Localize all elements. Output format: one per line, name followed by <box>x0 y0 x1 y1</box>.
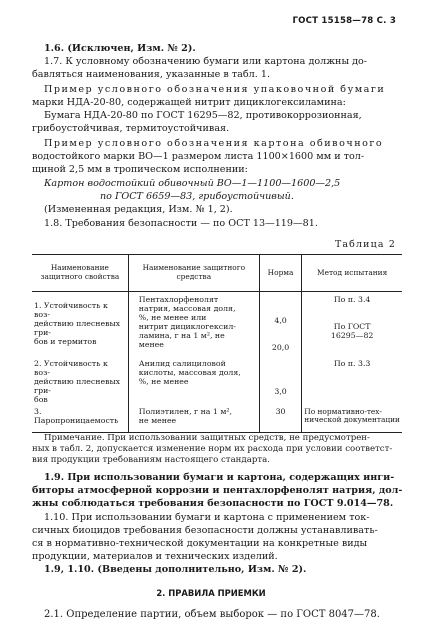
cell-text: 1. Устойчивость к воз- <box>34 301 108 319</box>
cell-text: По п. 3.4 <box>333 295 371 304</box>
cell-text: бов и термитов <box>34 336 97 346</box>
example1-line2: марки НДА-20-80, содержащей нитрит дициклогексиламина: <box>32 97 346 108</box>
cell-text: не менее <box>138 415 177 425</box>
table-note-line1: Примечание. При использовании защитных средств, не предусмотрен- <box>44 433 370 443</box>
protection-table <box>32 254 402 433</box>
clause-2-1: 2.1. Определение партии, объем выборок — по ГОСТ 8047—78. <box>44 609 380 620</box>
cell-text: 2. Устойчивость к воз- <box>34 358 108 377</box>
example2-designation-line2: по ГОСТ 6659—83, грибоустойчивый. <box>100 191 294 202</box>
cell-text: Полиэтилен, г на 1 м², <box>138 406 233 416</box>
clause-1-10-line1: 1.10. При использовании бумаги и картона с применением ток- <box>44 512 370 523</box>
cell-text: натрия, массовая доля, <box>138 303 236 313</box>
table-caption: Таблица 2 <box>334 239 396 250</box>
example1-line4: грибоустойчивая, термитоустойчивая. <box>32 123 230 134</box>
cell-text: 16295—82 <box>330 330 374 340</box>
cell-value: 30 <box>275 406 286 416</box>
example2-line3: щиной 2,5 мм в тропическом исполнении: <box>32 164 248 175</box>
cell-text: %, не менее или <box>138 312 207 322</box>
page-header: ГОСТ 15158—78 С. 3 <box>292 16 396 26</box>
clauses-added-note: 1.9, 1.10. (Введены дополнительно, Изм. № 2). <box>44 564 307 575</box>
cell-value: 3,0 <box>274 386 287 396</box>
cell-text: %, не менее <box>138 376 189 386</box>
table-header-method: Метод испытания <box>302 255 402 292</box>
clause-1-10-line4: продукции, материалов и технических изделий. <box>32 551 278 562</box>
example1-line3: Бумага НДА-20-80 по ГОСТ 16295—82, противокоррозионная, <box>44 110 362 121</box>
cell-text: менее <box>138 339 164 349</box>
cell-text: действию плесневых гри- <box>34 376 121 395</box>
table-row <box>32 292 402 354</box>
cell-text: По ГОСТ <box>333 321 371 331</box>
cell-text: Анилид салициловой <box>138 358 226 368</box>
cell-text: ламина, г на 1 м², не <box>138 330 225 340</box>
cell-text: кислоты, массовая доля, <box>138 367 241 377</box>
table-note-line3: вия продукции требованиям настоящего стандарта. <box>32 455 270 465</box>
cell-text: 3. Паропроницаемость <box>34 406 119 425</box>
cell-text: действию плесневых гри- <box>34 318 121 337</box>
cell-text: По нормативно-тех- <box>304 406 382 416</box>
table-header-agent: Наименование защитного средства <box>128 255 259 292</box>
cell-text: нитрит дициклогексил- <box>138 321 236 331</box>
clause-1-10-line2: сичных биоцидов требования безопасности должны устанавливать- <box>32 525 378 536</box>
table-row <box>32 354 402 406</box>
cell-value: 20,0 <box>271 342 290 352</box>
example2-line2: водостойкого марки ВО—1 размером листа 1100×1600 мм и тол- <box>32 151 365 162</box>
clause-1-6: 1.6. (Исключен, Изм. № 2). <box>44 43 196 54</box>
clause-1-9-line1: 1.9. При использовании бумаги и картона, содержащих инги- <box>44 472 395 483</box>
table-note-line2: ных в табл. 2, допускается изменение норм их расхода при условии соответст- <box>32 444 393 454</box>
clause-1-10-line3: ся в нормативно-технической документации на конкретные виды <box>32 538 368 549</box>
section-title: 2. ПРАВИЛА ПРИЕМКИ <box>156 588 266 598</box>
cell-text: Пентахлорфенолят <box>138 295 219 304</box>
table-row <box>32 406 402 432</box>
table-header-property: Наименование защитного свойства <box>32 255 128 292</box>
clause-1-9-line3: жны соблюдаться требования безопасности по ГОСТ 9.014—78. <box>32 498 394 509</box>
clause-1-7-line2: бавляться наименования, указанные в табл. 1. <box>32 69 270 80</box>
amendment-note: (Измененная редакция, Изм. № 1, 2). <box>44 204 233 215</box>
cell-text: По п. 3.3 <box>333 358 371 368</box>
example2-designation-line1: Картон водостойкий обивочный ВО—1—1100—1600—2,5 <box>44 178 341 189</box>
example1-heading: Пример условного обозначения упаковочной бумаги <box>44 84 386 95</box>
clause-1-9-line2: биторы атмосферной коррозии и пентахлорфенолят натрия, дол- <box>32 485 403 496</box>
clause-1-8: 1.8. Требования безопасности — по ОСТ 13—119—81. <box>44 218 318 229</box>
clause-1-7-line1: 1.7. К условному обозначению бумаги или картона должны до- <box>44 56 368 67</box>
example2-heading: Пример условного обозначения картона обивочного <box>44 138 384 149</box>
cell-value: 4,0 <box>274 316 287 325</box>
cell-text: нической документации <box>304 415 400 425</box>
cell-text: бов <box>34 394 48 404</box>
table-header-norm: Норма <box>259 255 301 292</box>
